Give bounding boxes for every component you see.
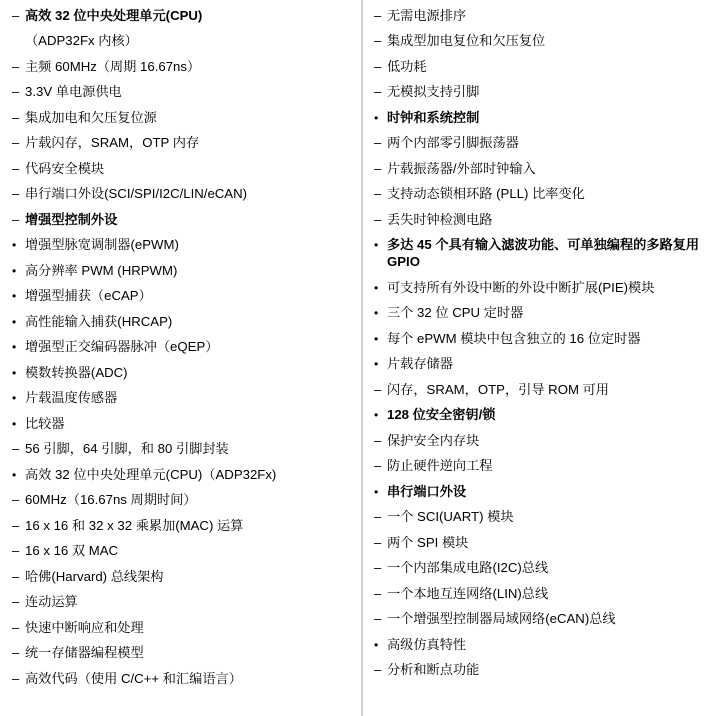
left-item — [12, 161, 351, 178]
right-item-text: 片载存储器 — [387, 356, 453, 372]
bullet-dash-icon — [12, 59, 25, 76]
right-item — [374, 331, 714, 348]
bullet-dash-icon — [12, 594, 25, 611]
left-item — [12, 84, 351, 101]
bullet-dash-icon — [374, 33, 387, 50]
bullet-dash-icon — [374, 535, 387, 552]
left-item — [12, 339, 351, 356]
right-item — [374, 356, 714, 373]
left-item — [12, 263, 351, 280]
left-item-text: 快速中断响应和处理 — [25, 619, 144, 635]
right-item — [374, 535, 714, 552]
bullet-dot-icon — [12, 237, 25, 254]
left-item-text: 高分辨率 PWM (HRPWM) — [25, 262, 178, 278]
bullet-dash-icon — [12, 161, 25, 178]
bullet-dash-icon — [12, 8, 25, 25]
left-item — [12, 314, 351, 331]
bullet-dash-icon — [12, 569, 25, 586]
left-item-text: 增强型控制外设 — [25, 211, 118, 227]
bullet-dash-icon — [374, 59, 387, 76]
bullet-dot-icon — [12, 416, 25, 433]
right-item — [374, 611, 714, 628]
right-item — [374, 237, 714, 271]
right-item-text: 支持动态锁相环路 (PLL) 比率变化 — [387, 186, 585, 202]
bullet-dot-icon — [12, 288, 25, 305]
bullet-dash-icon — [374, 509, 387, 526]
bullet-dash-icon — [12, 543, 25, 560]
right-item-text: 多达 45 个具有输入滤波功能、可单独编程的多路复用 GPIO — [387, 237, 700, 270]
left-item — [12, 620, 351, 637]
bullet-dash-icon — [12, 671, 25, 688]
right-item-text: 保护安全内存块 — [387, 432, 480, 448]
right-item-text: 丢失时钟检测电路 — [387, 211, 493, 227]
bullet-dot-icon — [374, 356, 387, 373]
left-item-text: 增强型脉宽调制器(ePWM) — [25, 237, 179, 253]
left-item-text: 比较器 — [25, 415, 65, 431]
left-item — [12, 59, 351, 76]
right-item — [374, 186, 714, 203]
bullet-dash-icon — [374, 186, 387, 203]
left-item-text: 模数转换器(ADC) — [25, 364, 128, 380]
left-item — [12, 390, 351, 407]
left-item-text: 高效代码（使用 C/C++ 和汇编语言） — [25, 670, 242, 686]
right-item — [374, 509, 714, 526]
left-item — [12, 467, 351, 484]
right-column — [362, 0, 724, 716]
left-item-text: 高效 32 位中央处理单元(CPU) — [25, 8, 203, 23]
left-item — [12, 645, 351, 662]
right-item-text: 闪存，SRAM，OTP，引导 ROM 可用 — [387, 381, 609, 397]
left-item-text: 片载闪存，SRAM，OTP 内存 — [25, 135, 200, 151]
left-item — [12, 543, 351, 560]
bullet-dot-icon — [374, 637, 387, 654]
right-item — [374, 433, 714, 450]
bullet-dash-icon — [12, 212, 25, 229]
right-item — [374, 280, 714, 297]
right-item — [374, 59, 714, 76]
bullet-dash-icon — [374, 662, 387, 679]
bullet-dash-icon — [12, 135, 25, 152]
bullet-dash-icon — [374, 161, 387, 178]
left-item — [12, 492, 351, 509]
right-item-text: 分析和断点功能 — [387, 662, 480, 677]
bullet-dash-icon — [12, 492, 25, 509]
left-item-text: 16 x 16 和 32 x 32 乘累加(MAC) 运算 — [25, 517, 244, 533]
right-item-text: 片载振荡器/外部时钟输入 — [387, 160, 536, 176]
right-item — [374, 161, 714, 178]
bullet-dash-icon — [374, 212, 387, 229]
bullet-dash-icon — [12, 186, 25, 203]
bullet-dot-icon — [374, 305, 387, 322]
right-item-text: 串行端口外设 — [387, 483, 467, 499]
left-item — [12, 416, 351, 433]
left-item-text: 主频 60MHz（周期 16.67ns） — [25, 58, 201, 74]
left-item — [12, 569, 351, 586]
bullet-dash-icon — [374, 458, 387, 475]
right-item-text: 高级仿真特性 — [387, 636, 467, 652]
right-item-text: 每个 ePWM 模块中包含独立的 16 位定时器 — [387, 330, 641, 346]
right-item — [374, 110, 714, 127]
right-item — [374, 84, 714, 101]
right-item-text: 集成型加电复位和欠压复位 — [387, 33, 546, 49]
bullet-dot-icon — [374, 407, 387, 424]
left-item-text: 高性能输入捕获(HRCAP) — [25, 313, 173, 329]
left-item — [12, 8, 351, 25]
right-item — [374, 407, 714, 424]
left-item — [12, 365, 351, 382]
right-item-text: 低功耗 — [387, 58, 427, 74]
right-item — [374, 212, 714, 229]
bullet-dot-icon — [374, 331, 387, 348]
left-item — [12, 212, 351, 229]
left-item — [12, 186, 351, 203]
left-item-text: （ADP32Fx 内核） — [25, 33, 138, 49]
bullet-dash-icon — [374, 586, 387, 603]
left-item-text: 串行端口外设(SCI/SPI/I2C/LIN/eCAN) — [25, 186, 248, 202]
bullet-dot-icon — [12, 314, 25, 331]
bullet-dash-icon — [374, 135, 387, 152]
bullet-dot-icon — [374, 110, 387, 127]
right-item-text: 128 位安全密钥/锁 — [387, 407, 496, 423]
bullet-dot-icon — [12, 365, 25, 382]
bullet-dot-icon — [12, 467, 25, 484]
right-item — [374, 586, 714, 603]
left-feature-list — [12, 8, 351, 687]
bullet-dash-icon — [374, 560, 387, 577]
bullet-dash-icon — [374, 382, 387, 399]
right-item-text: 两个内部零引脚振荡器 — [387, 135, 519, 151]
bullet-dash-icon — [12, 518, 25, 535]
right-item — [374, 560, 714, 577]
bullet-dot-icon — [374, 484, 387, 501]
left-item — [12, 288, 351, 305]
right-item-text: 一个 SCI(UART) 模块 — [387, 509, 514, 525]
left-item-text: 高效 32 位中央处理单元(CPU)（ADP32Fx) — [25, 466, 277, 482]
bullet-dash-icon — [12, 645, 25, 662]
bullet-dot-icon — [374, 280, 387, 297]
left-item-text: 集成加电和欠压复位源 — [25, 109, 157, 125]
bullet-dot-icon — [374, 237, 387, 254]
left-item-text: 3.3V 单电源供电 — [25, 84, 122, 100]
left-item-text: 增强型捕获（eCAP） — [25, 288, 152, 304]
bullet-dash-icon — [374, 433, 387, 450]
right-item-text: 三个 32 位 CPU 定时器 — [387, 305, 524, 321]
left-item — [12, 110, 351, 127]
right-item — [374, 662, 714, 679]
bullet-dash-icon — [12, 441, 25, 458]
left-item-text: 60MHz（16.67ns 周期时间） — [25, 492, 197, 508]
right-item — [374, 637, 714, 654]
left-item-text: 哈佛(Harvard) 总线架构 — [25, 568, 164, 584]
left-item-text: 56 引脚，64 引脚，和 80 引脚封装 — [25, 441, 229, 457]
left-item — [12, 518, 351, 535]
right-item — [374, 33, 714, 50]
left-item — [12, 441, 351, 458]
bullet-dash-icon — [12, 84, 25, 101]
left-item-text: 16 x 16 双 MAC — [25, 543, 119, 559]
right-item-text: 一个本地互连网络(LIN)总线 — [387, 585, 549, 601]
right-feature-list — [374, 8, 714, 679]
right-item — [374, 305, 714, 322]
right-item-text: 一个内部集成电路(I2C)总线 — [387, 560, 549, 576]
left-item — [12, 135, 351, 152]
right-item — [374, 135, 714, 152]
bullet-dash-icon — [374, 84, 387, 101]
bullet-dot-icon — [12, 390, 25, 407]
left-item-text: 增强型正交编码器脉冲（eQEP） — [25, 339, 219, 355]
left-item-text: 片载温度传感器 — [25, 390, 118, 406]
right-item — [374, 8, 714, 25]
right-item — [374, 484, 714, 501]
right-item-text: 无需电源排序 — [387, 8, 467, 23]
left-item — [12, 594, 351, 611]
left-item-text: 连动运算 — [25, 594, 78, 610]
right-item — [374, 458, 714, 475]
right-item-text: 无模拟支持引脚 — [387, 84, 480, 100]
bullet-dash-icon — [374, 611, 387, 628]
right-item — [374, 382, 714, 399]
right-item-text: 两个 SPI 模块 — [387, 534, 469, 550]
left-item-text: 统一存储器编程模型 — [25, 645, 144, 661]
right-item-text: 可支持所有外设中断的外设中断扩展(PIE)模块 — [387, 279, 655, 295]
right-item-text: 时钟和系统控制 — [387, 109, 480, 125]
left-item-text: 代码安全模块 — [25, 160, 105, 176]
left-item — [12, 33, 351, 50]
bullet-dot-icon — [12, 263, 25, 280]
bullet-dash-icon — [374, 8, 387, 25]
left-item — [12, 237, 351, 254]
left-item — [12, 671, 351, 688]
column-divider — [362, 0, 363, 716]
right-item-text: 防止硬件逆向工程 — [387, 458, 493, 474]
right-item-text: 一个增强型控制器局域网络(eCAN)总线 — [387, 611, 616, 627]
bullet-dot-icon — [12, 339, 25, 356]
bullet-dash-icon — [12, 620, 25, 637]
bullet-dash-icon — [12, 110, 25, 127]
